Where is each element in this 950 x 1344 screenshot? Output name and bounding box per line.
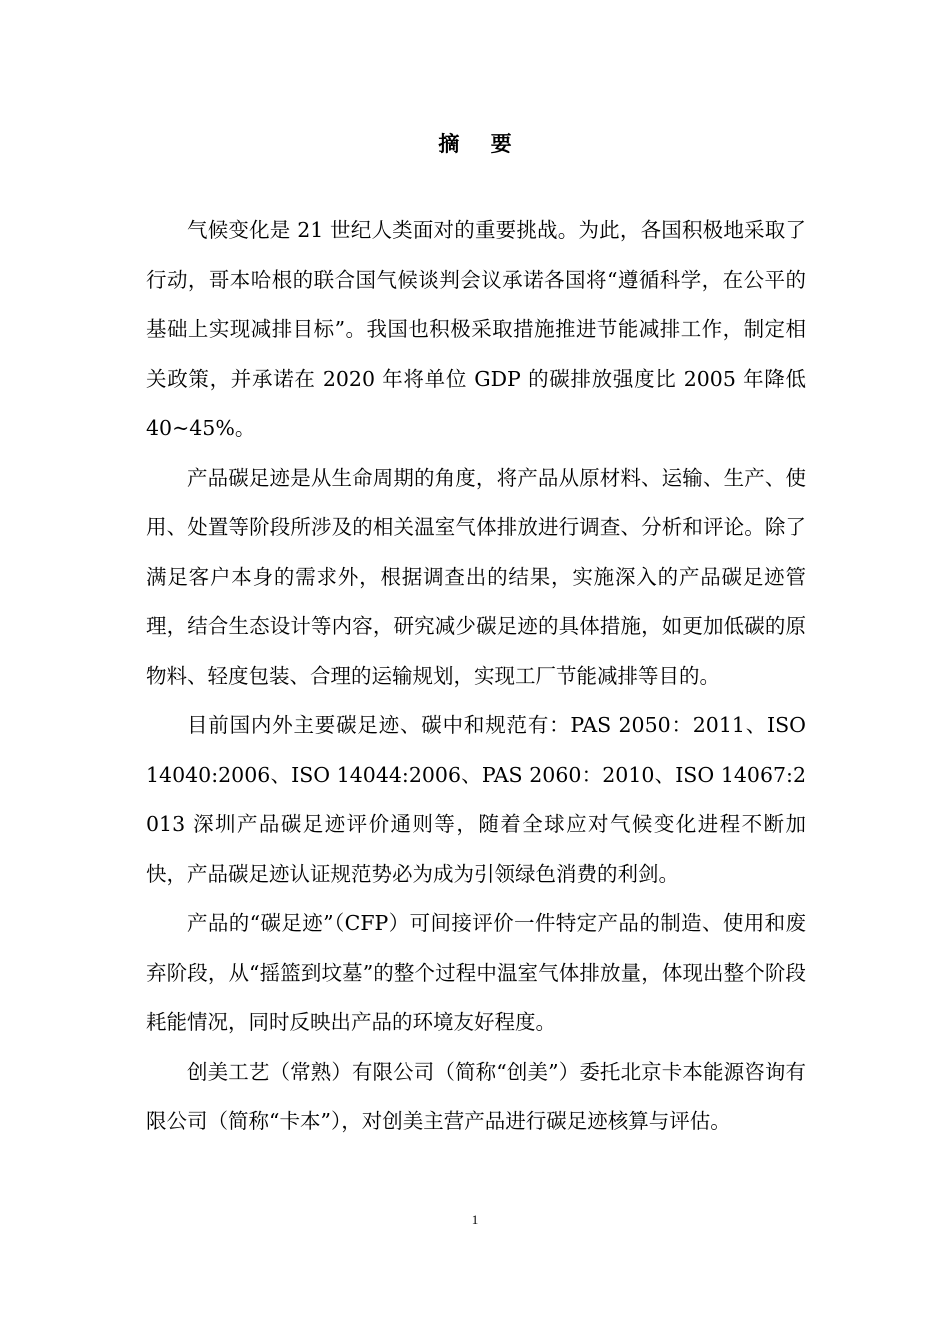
- page-number: 1: [471, 1212, 479, 1227]
- paragraph-commission: 创美工艺（常熟）有限公司（简称“创美”）委托北京卡本能源咨询有限公司（简称“卡本”），对创美主营产品进行碳足迹核算与评估。: [146, 1059, 806, 1133]
- paragraph-standards: 目前国内外主要碳足迹、碳中和规范有：PAS 2050：2011、ISO 14040:2006、ISO 14044:2006、PAS 2060：2010、ISO 14067:2013 深圳产品碳足迹评价通则等，随着全球应对气候变化进程不断加快，产品碳足迹认证规范势必为成为引领绿色消费的利剑。: [146, 713, 806, 886]
- page-title: 摘 要: [438, 132, 524, 156]
- abstract-body: [146, 206, 806, 1147]
- paragraph-carbon-footprint-definition: 产品碳足迹是从生命周期的角度，将产品从原材料、运输、生产、使用、处置等阶段所涉及的相关温室气体排放进行调查、分析和评论。除了满足客户本身的需求外，根据调查出的结果，实施深入的产品碳足迹管理，结合生态设计等内容，研究减少碳足迹的具体措施，如更加低碳的原物料、轻度包装、合理的运输规划，实现工厂节能减排等目的。: [146, 465, 806, 688]
- paragraph-cfp: 产品的“碳足迹”（CFP）可间接评价一件特定产品的制造、使用和废弃阶段，从“摇篮到坟墓”的整个过程中温室气体排放量，体现出整个阶段耗能情况，同时反映出产品的环境友好程度。: [146, 911, 806, 1034]
- paragraph-climate-change: 气候变化是 21 世纪人类面对的重要挑战。为此，各国积极地采取了行动，哥本哈根的联合国气候谈判会议承诺各国将“遵循科学，在公平的基础上实现减排目标”。我国也积极采取措施推进节能减排工作，制定相关政策，并承诺在 2020 年将单位 GDP 的碳排放强度比 2005 年降低 40~45%。: [146, 218, 806, 440]
